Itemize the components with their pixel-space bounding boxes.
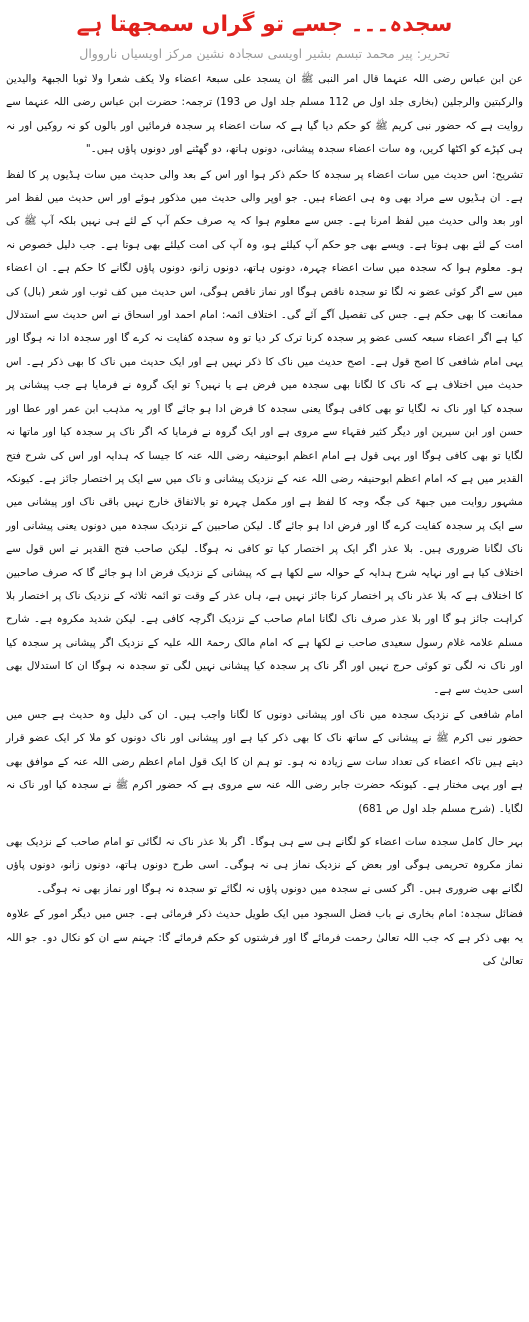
paragraph-hadith: عن ابن عباس رضی اللہ عنہما قال امر النبی ﷺ ان یسجد علی سبعۃ اعضاء ولا یکف شعرا ولا ثوبا الجبھۃ والیدین والرکبتین والرجلین (بخاری جلد اول ص 112 مسلم جلد اول ص 193) ترجمہ: حضرت ابن عباس رضی اللہ عنہما سے روایت ہے کہ حضور نبی کریم ﷺ کو حکم دیا گیا ہے کہ سات اعضاء پر سجدہ فرمائیں اور بالوں کو نہ روکیں اور نہ ہی کپڑے کو اکٹھا کریں، وہ سات اعضاء سجدہ پیشانی، دونوں ہاتھ، دو گھٹنے اور دونوں پاؤں ہیں۔" (6, 73, 524, 156)
article-body (6, 68, 523, 973)
article-title: سجدہ۔۔۔ جسے تو گراں سمجھتا ہے (76, 12, 453, 37)
paragraph-imam-shafai: امام شافعی کے نزدیک سجدہ میں ناک اور پیشانی دونوں کا لگانا واجب ہیں۔ ان کی دلیل وہ حدیث ہے جس میں حضور نبی اکرم ﷺ نے پیشانی کے ساتھ ناک کا بھی ذکر کیا ہے اور پیشانی اور ناک دونوں کو ملا کر ایک عضو قرار دیتے ہیں تاکہ اعضاء کی تعداد سات سے زیادہ نہ ہو۔ تو ہم ان کا ایک قول امام اعظم رضی اللہ عنہ کے موافق بھی ہے اور یہی مختار ہے۔ کیونکہ حضرت جابر رضی اللہ عنہ سے مروی ہے کہ حضور اکرم ﷺ نے سجدہ کیا اور ناک نہ لگایا۔ (شرح مسلم جلد اول ص 681) (6, 708, 523, 815)
paragraph-conclusion: بہر حال کامل سجدہ سات اعضاء کو لگانے ہی سے ہی ہوگا۔ اگر بلا عذر ناک نہ لگائی تو امام صاحب کے نزدیک بھی نماز مکروہ تحریمی ہوگی اور بعض کے نزدیک نماز ہی نہ ہوگی۔ اسی طرح دونوں ہاتھ، دونوں زانو، دونوں پاؤں لگانے بھی ضروری ہیں۔ اگر کسی نے سجدہ میں دونوں پاؤں نہ لگائے تو سجدہ نہ ہوگا اور نماز بھی نہ ہوگی۔ (6, 836, 523, 895)
author-line: تحریر: پیر محمد تبسم بشیر اویسی سجادہ نشین مرکز اویسیاں نارووال (79, 46, 450, 61)
paragraph-fazail-sajdah: فضائل سجدہ: امام بخاری نے باب فضل السجود میں ایک طویل حدیث ذکر فرمائی ہے۔ جس میں دیگر امور کے علاوہ یہ بھی ذکر ہے کہ جب اللہ تعالیٰ رحمت فرمائے گا اور فرشتوں کو حکم فرمائے گا: جہنم سے ان کو نکال دو۔ جو اللہ تعالیٰ کی (6, 908, 523, 968)
paragraph-tashreeh: تشریح: اس حدیث میں سات اعضاء پر سجدہ کا حکم ذکر ہوا اور اس کے بعد والی حدیث میں سات ہڈیوں پر کا لفظ ہے۔ ان ہڈیوں سے مراد بھی وہ ہی اعضاء ہیں۔ جو اوپر والی حدیث میں مذکور ہوئے اور اس حدیث میں لفظ امر اور بعد والی حدیث میں لفظ امرنا ہے۔ جس سے معلوم ہوا کہ یہ صرف حکم آپ کے لئے ہی نہیں بلکہ آپ ﷺ کی امت کے لئے بھی ہوتا ہے۔ ویسے بھی جو حکم آپ کیلئے ہو، وہ آپ کی امت کیلئے بھی ہوتا ہے۔ جب دلیل خصوص نہ ہو۔ معلوم ہوا کہ سجدہ میں سات اعضاء چہرہ، دونوں ہاتھ، دونوں زانو، دونوں پاؤں لگانے کا حکم ہے۔ ان اعضاء میں سے اگر کوئی عضو نہ لگا تو سجدہ ناقص ہوگا اور نماز ناقص ہوگی، اس حدیث میں کف ثوب اور شعر (بال) کی ممانعت کا بھی حکم ہے۔ جس کی تفصیل آگے آئے گی۔ اختلاف ائمہ: امام احمد اور اسحاق نے اس حدیث سے استدلال کیا ہے اگر اعضاء سبعہ کسی عضو پر سجدہ کرنا ترک کر دیا تو وہ سجدہ کفایت نہ کرے گا اور سجدہ ادا نہ ہوگا اور یہی امام شافعی کا اصح قول ہے۔ اصح حدیث میں ناک کا ذکر نہیں ہے اور ایک حدیث میں ناک کا بھی ذکر ہے۔ اس حدیث میں اختلاف ہے کہ ناک کا لگانا بھی سجدہ میں فرض ہے یا نہیں؟ تو ایک گروہ نے فرمایا ہے جب پیشانی پر سجدہ کیا اور ناک نہ لگایا تو بھی کافی ہوگا یعنی سجدہ کا فرض ادا ہو جائے گا اور یہ مذہب ابن عمر اور عطا اور حسن اور ابن سیرین اور دیگر کثیر فقہاء سے مروی ہے اور ایک گروہ نے فرمایا کہ اگر ناک پر سجدہ کیا اور ماتھا نہ لگایا تو بھی کافی ہوگا اور یہی قول ہے امام اعظم ابوحنیفہ رضی اللہ عنہ کا جیسا کہ ہدایہ اور اس کی شرح فتح القدیر میں ہے کہ امام اعظم ابوحنیفہ رضی اللہ عنہ کے نزدیک پیشانی و ناک میں سے ایک پر اختصار جائز ہے۔ کیونکہ مشہور روایت میں جبھۃ کی جگہ وجہ کا لفظ ہے اور مکمل چہرہ تو بالاتفاق خارج نہیں باقی ناک اور پیشانی میں سے ایک پر سجدہ کفایت کرے گا اور فرض ادا ہو جائے گا۔ لیکن صاحبین کے نزدیک سجدہ میں دونوں یعنی پیشانی اور ناک لگانا ضروری ہیں۔ بلا عذر اگر ایک پر اختصار کیا تو کافی نہ ہوگا۔ لیکن صاحب فتح القدیر نے اس قول سے اختلاف کیا ہے اور نہایہ شرح ہدایہ کے حوالہ سے لکھا ہے کہ پیشانی کے نزدیک فرض ادا ہو جائے گا کہ صرف صاحبین کا اختلاف ہے کہ بلا عذر ناک پر اختصار کرنا جائز نہیں ہے، ہاں عذر کے وقت تو ائمہ ثلاثہ کے نزدیک ناک پر اختصار بلا کراہت جائز ہو گا اور بلا عذر صرف ناک لگانا امام صاحب کے نزدیک اگرچہ کافی ہے۔ لیکن شدید مکروہ ہے۔ شارح مسلم علامہ غلام رسول سعیدی صاحب نے لکھا ہے کہ امام مالک رحمۃ اللہ علیہ کے نزدیک اگر پیشانی پر سجدہ کیا اور ناک نہ لگی تو کوئی حرج نہیں اور اگر ناک پر سجدہ کیا پیشانی نہیں لگی تو سجدہ نہ ہوگا ان کا استدلال بھی اسی حدیث سے ہے۔ (6, 168, 523, 696)
